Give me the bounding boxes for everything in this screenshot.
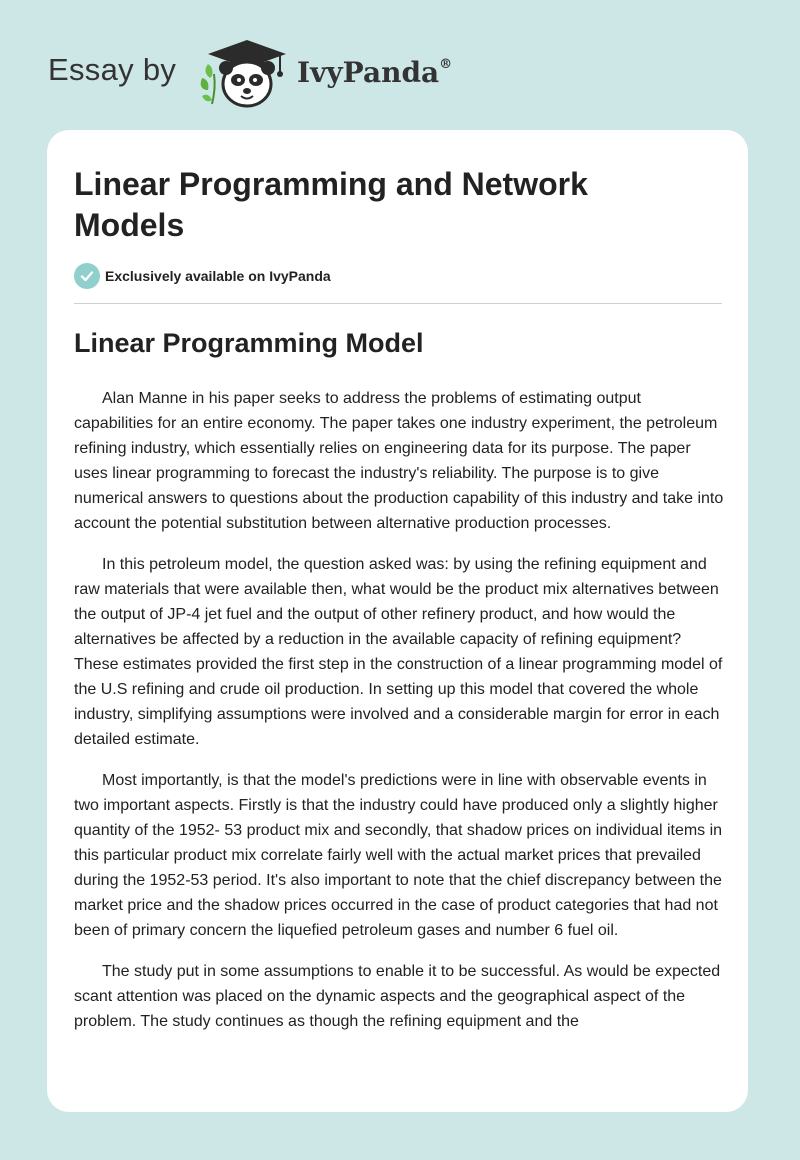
paragraph-4: The study put in some assumptions to enable it to be successful. As would be expected scant attention was placed on the dynamic aspects and the geographical aspect of the problem. The study continues as though the refining equipment and the — [74, 963, 721, 1030]
check-circle-icon — [74, 263, 100, 289]
section-heading: Linear Programming Model — [74, 328, 424, 358]
brand-name[interactable] — [297, 56, 452, 89]
essay-card — [47, 130, 748, 1112]
paragraph-1: Alan Manne in his paper seeks to address the problems of estimating output capabilities for an entire economy. The paper takes one industry experiment, the petroleum refining industry, which essentially relies on engineering data for its purpose. The paper uses linear programming to forecast the industry's reliability. The purpose is to give numerical answers to questions about the production capability of this industry and take into account the potential substitution between alternative production processes. — [74, 390, 724, 532]
divider — [74, 303, 722, 304]
panda-logo-icon[interactable] — [200, 38, 295, 110]
brand-prefix: Essay by — [48, 52, 177, 87]
paragraph-2: In this petroleum model, the question asked was: by using the refining equipment and raw materials that were available then, what would be the product mix alternatives between the output of JP-4 jet fuel and the output of other refinery product, and how would the alternatives be affected by a reduction in the available capacity of refining equipment? These estimates provided the first step in the construction of a linear programming model of the U.S refining and crude oil production. In setting up this model that covered the whole industry, simplifying assumptions were involved and a considerable margin for error in each detailed estimate. — [74, 556, 723, 748]
badge-label: Exclusively available on IvyPanda — [105, 268, 331, 284]
page-title: Linear Programming and Network Models — [74, 166, 588, 243]
registered-mark: ® — [439, 57, 453, 72]
site-header — [0, 0, 800, 130]
article-body — [74, 386, 724, 1050]
exclusive-badge — [74, 263, 331, 289]
brand-name-text: IvyPanda — [297, 56, 440, 89]
paragraph-3: Most importantly, is that the model's predictions were in line with observable events in two important aspects. Firstly is that the industry could have produced only a slightly higher quantity of the 1952- 53 product mix and secondly, that shadow prices on individual items in this particular product mix correlate fairly well with the actual market prices that prevailed during the 1952-53 period. It's also important to note that the chief discrepancy between the market price and the shadow prices occurred in the case of product categories that had not been of primary concern the liquefied petroleum gases and number 6 fuel oil. — [74, 772, 723, 939]
